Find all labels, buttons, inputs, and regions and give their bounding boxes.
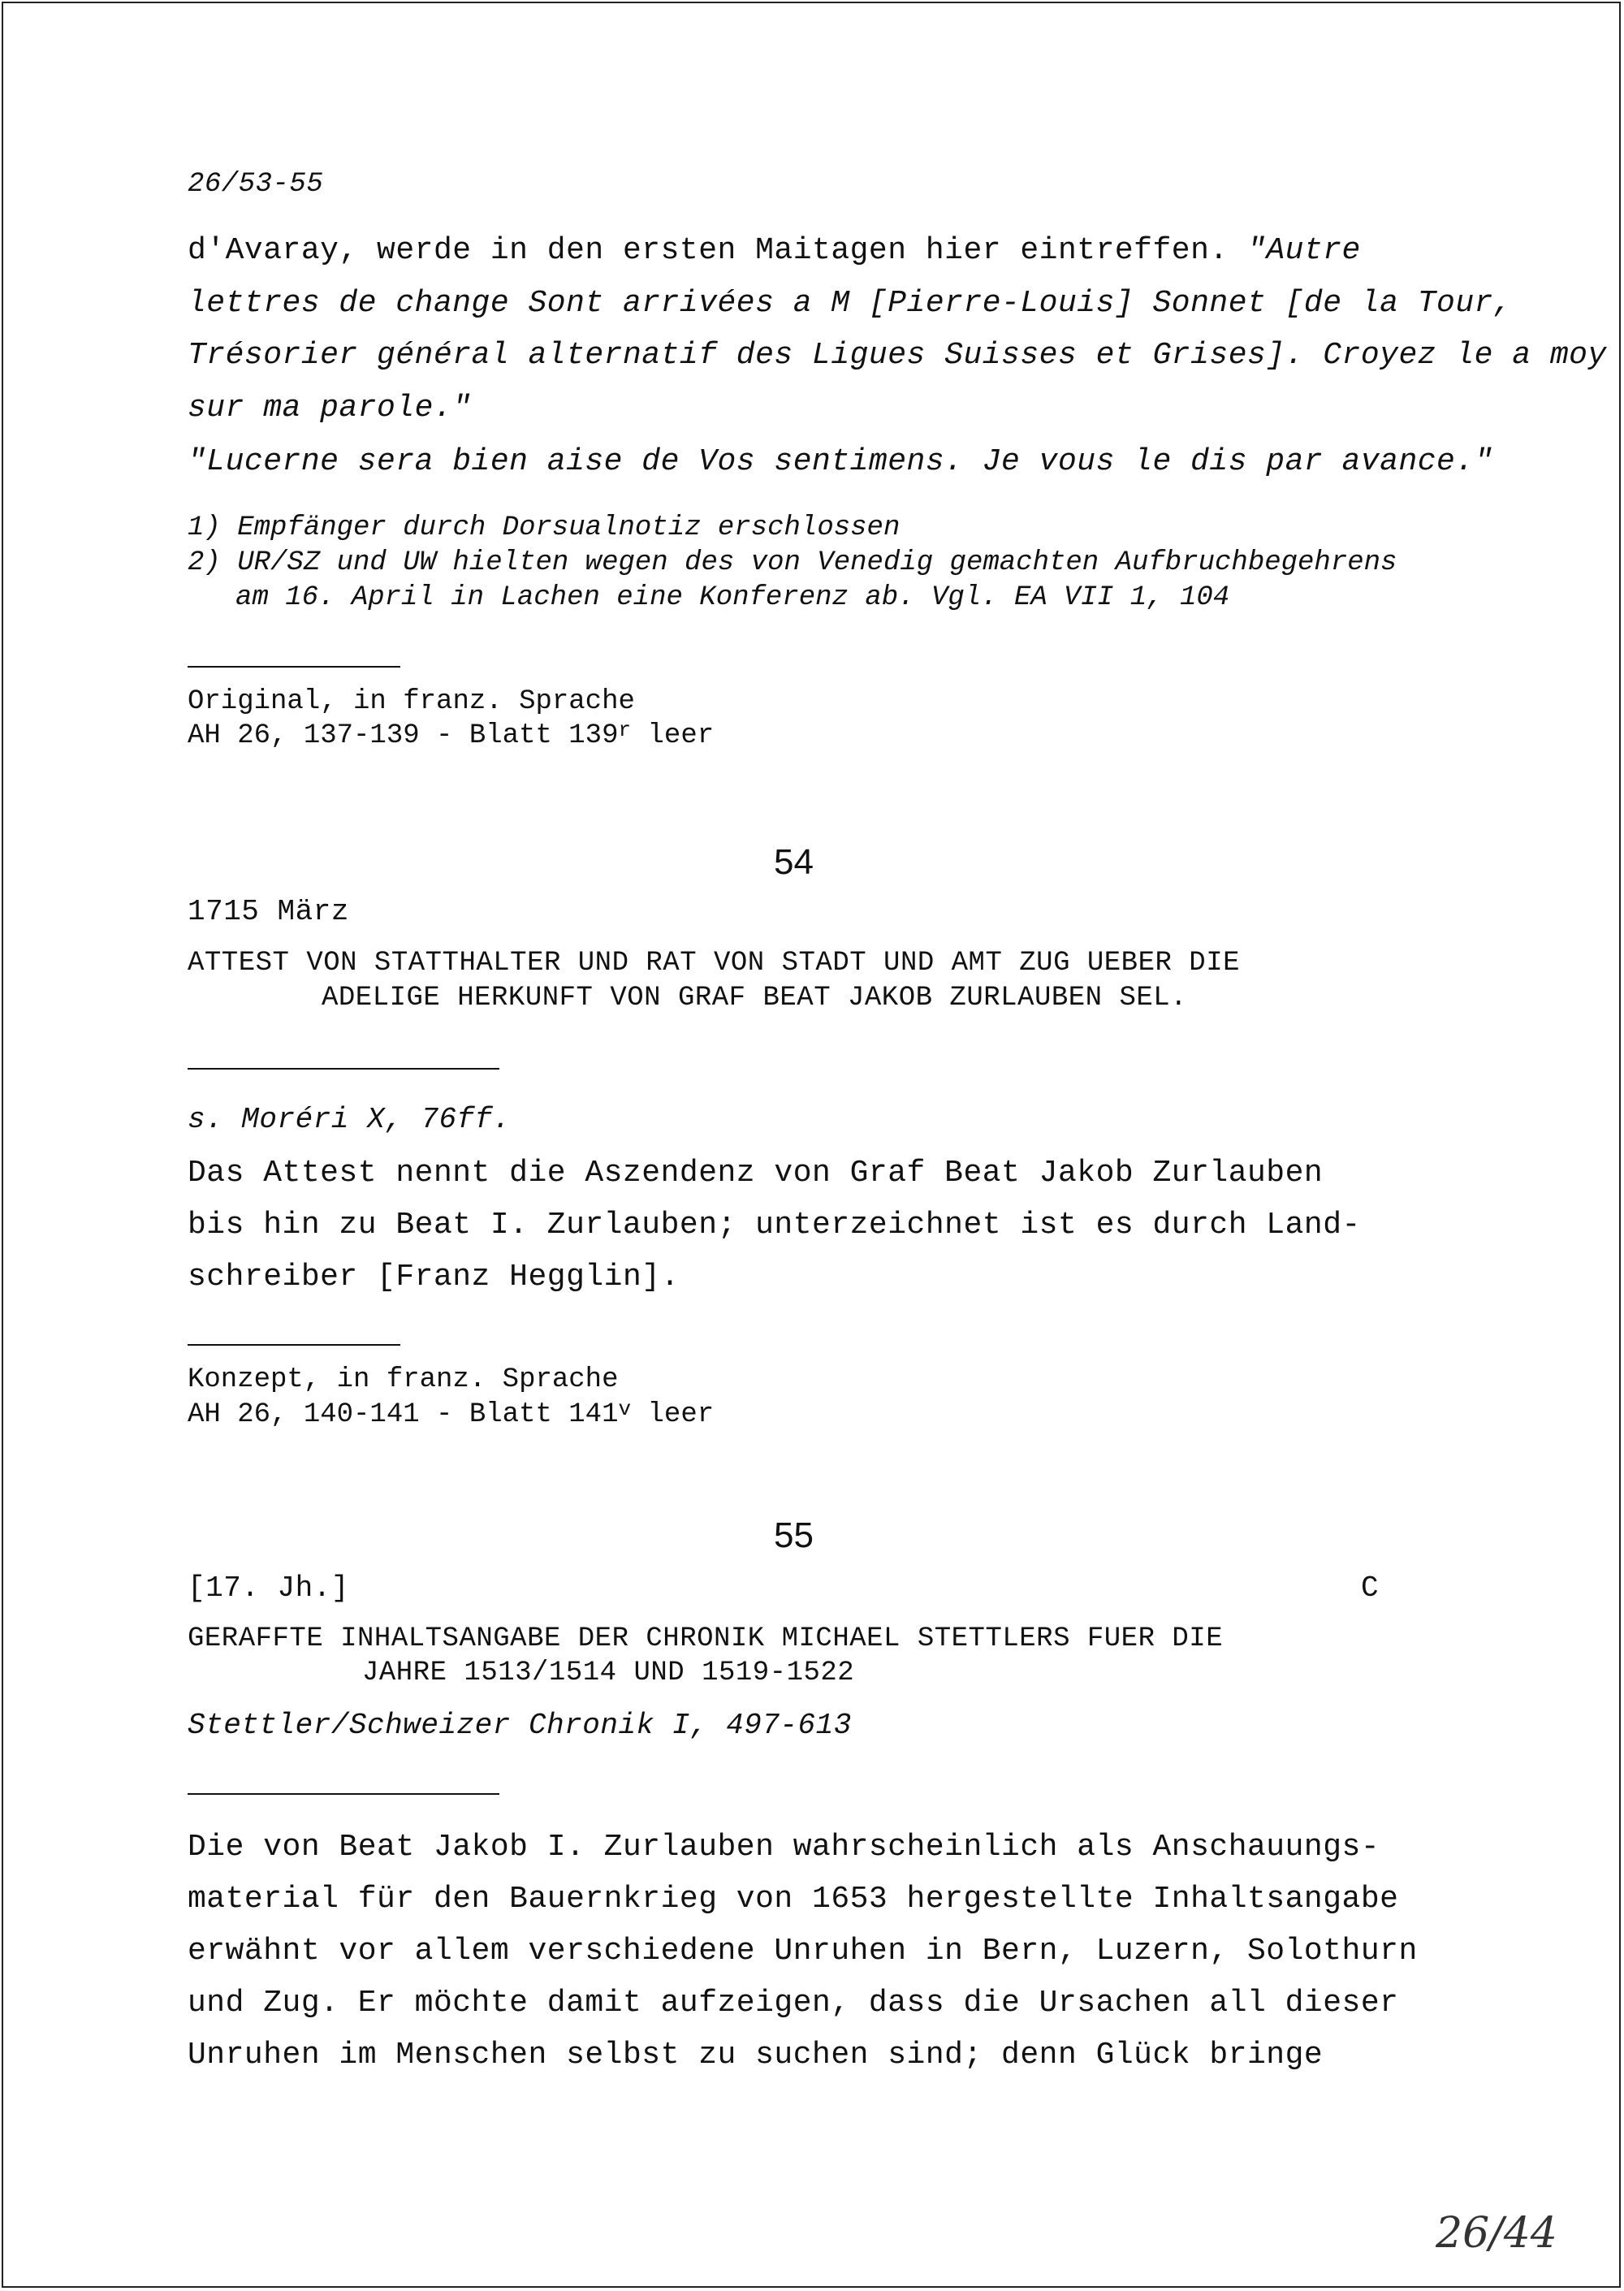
- body-line-3: Trésorier général alternatif des Ligues Suisses et Grises]. Croyez le a moy: [188, 338, 1607, 373]
- document-number-54: 54: [774, 842, 814, 882]
- handwritten-page-number: 26/44: [1436, 2209, 1557, 2258]
- body-line-4: sur ma parole.": [188, 391, 472, 426]
- document-title-line-1: GERAFFTE INHALTSANGABE DER CHRONIK MICHAEL STETTLERS FUER DIE: [188, 1623, 1224, 1654]
- document-number-55: 55: [774, 1515, 814, 1555]
- source-line-2: [188, 1399, 714, 1430]
- source-line-1: Konzept, in franz. Sprache: [188, 1364, 619, 1395]
- body-line-1: Die von Beat Jakob I. Zurlauben wahrscheinlich als Anschauungs-: [188, 1830, 1380, 1865]
- divider: [188, 1793, 499, 1795]
- document-title-line-1: ATTEST VON STATTHALTER UND RAT VON STADT UND AMT ZUG UEBER DIE: [188, 948, 1241, 979]
- page-reference: 26/53-55: [188, 169, 324, 200]
- body-line-1-quote: "Autre: [1247, 233, 1361, 268]
- document-title-line-2: JAHRE 1513/1514 UND 1519-1522: [362, 1658, 855, 1688]
- literature-reference: Stettler/Schweizer Chronik I, 497-613: [188, 1709, 852, 1742]
- source-line-2-sup: v: [618, 1397, 632, 1421]
- footnote-2: 2) UR/SZ und UW hielten wegen des von Venedig gemachten Aufbruchbegehrens: [188, 547, 1397, 578]
- body-line-5: "Lucerne sera bien aise de Vos sentimens. Je vous le dis par avance.": [188, 444, 1493, 479]
- body-line-2: material für den Bauernkrieg von 1653 hergestellte Inhaltsangabe: [188, 1882, 1399, 1917]
- body-line-2: lettres de change Sont arrivées a M [Pierre-Louis] Sonnet [de la Tour,: [188, 286, 1513, 321]
- classification-mark: C: [1361, 1571, 1380, 1605]
- body-line-1-plain: d'Avaray, werde in den ersten Maitagen hier eintreffen.: [188, 233, 1248, 268]
- divider: [188, 666, 400, 668]
- footnote-2-continued: am 16. April in Lachen eine Konferenz ab. Vgl. EA VII 1, 104: [235, 582, 1230, 613]
- source-line-2-sup: r: [618, 718, 632, 742]
- body-line-5: Unruhen im Menschen selbst zu suchen sind; denn Glück bringe: [188, 2038, 1324, 2073]
- source-line-2-text: AH 26, 137-139 - Blatt 139: [188, 720, 619, 751]
- body-line-4: und Zug. Er möchte damit aufzeigen, dass die Ursachen all dieser: [188, 1986, 1399, 2021]
- source-line-2-post: leer: [631, 720, 715, 751]
- divider: [188, 1068, 499, 1070]
- body-line-1: [188, 233, 1361, 268]
- body-line-1: Das Attest nennt die Aszendenz von Graf Beat Jakob Zurlauben: [188, 1156, 1324, 1191]
- document-date: [17. Jh.]: [188, 1571, 349, 1605]
- divider: [188, 1344, 400, 1346]
- source-line-2-post: leer: [631, 1399, 715, 1430]
- body-line-3: erwähnt vor allem verschiedene Unruhen in Bern, Luzern, Solothurn: [188, 1934, 1418, 1969]
- source-line-2-text: AH 26, 140-141 - Blatt 141: [188, 1399, 619, 1430]
- source-line-1: Original, in franz. Sprache: [188, 686, 635, 717]
- literature-reference: s. Moréri X, 76ff.: [188, 1103, 511, 1136]
- body-line-3: schreiber [Franz Hegglin].: [188, 1260, 680, 1295]
- footnote-1: 1) Empfänger durch Dorsualnotiz erschlossen: [188, 512, 901, 543]
- document-date: 1715 März: [188, 895, 349, 928]
- source-line-2: [188, 720, 714, 751]
- document-title-line-2: ADELIGE HERKUNFT VON GRAF BEAT JAKOB ZURLAUBEN SEL.: [322, 983, 1188, 1014]
- body-line-2: bis hin zu Beat I. Zurlauben; unterzeichnet ist es durch Land-: [188, 1208, 1361, 1243]
